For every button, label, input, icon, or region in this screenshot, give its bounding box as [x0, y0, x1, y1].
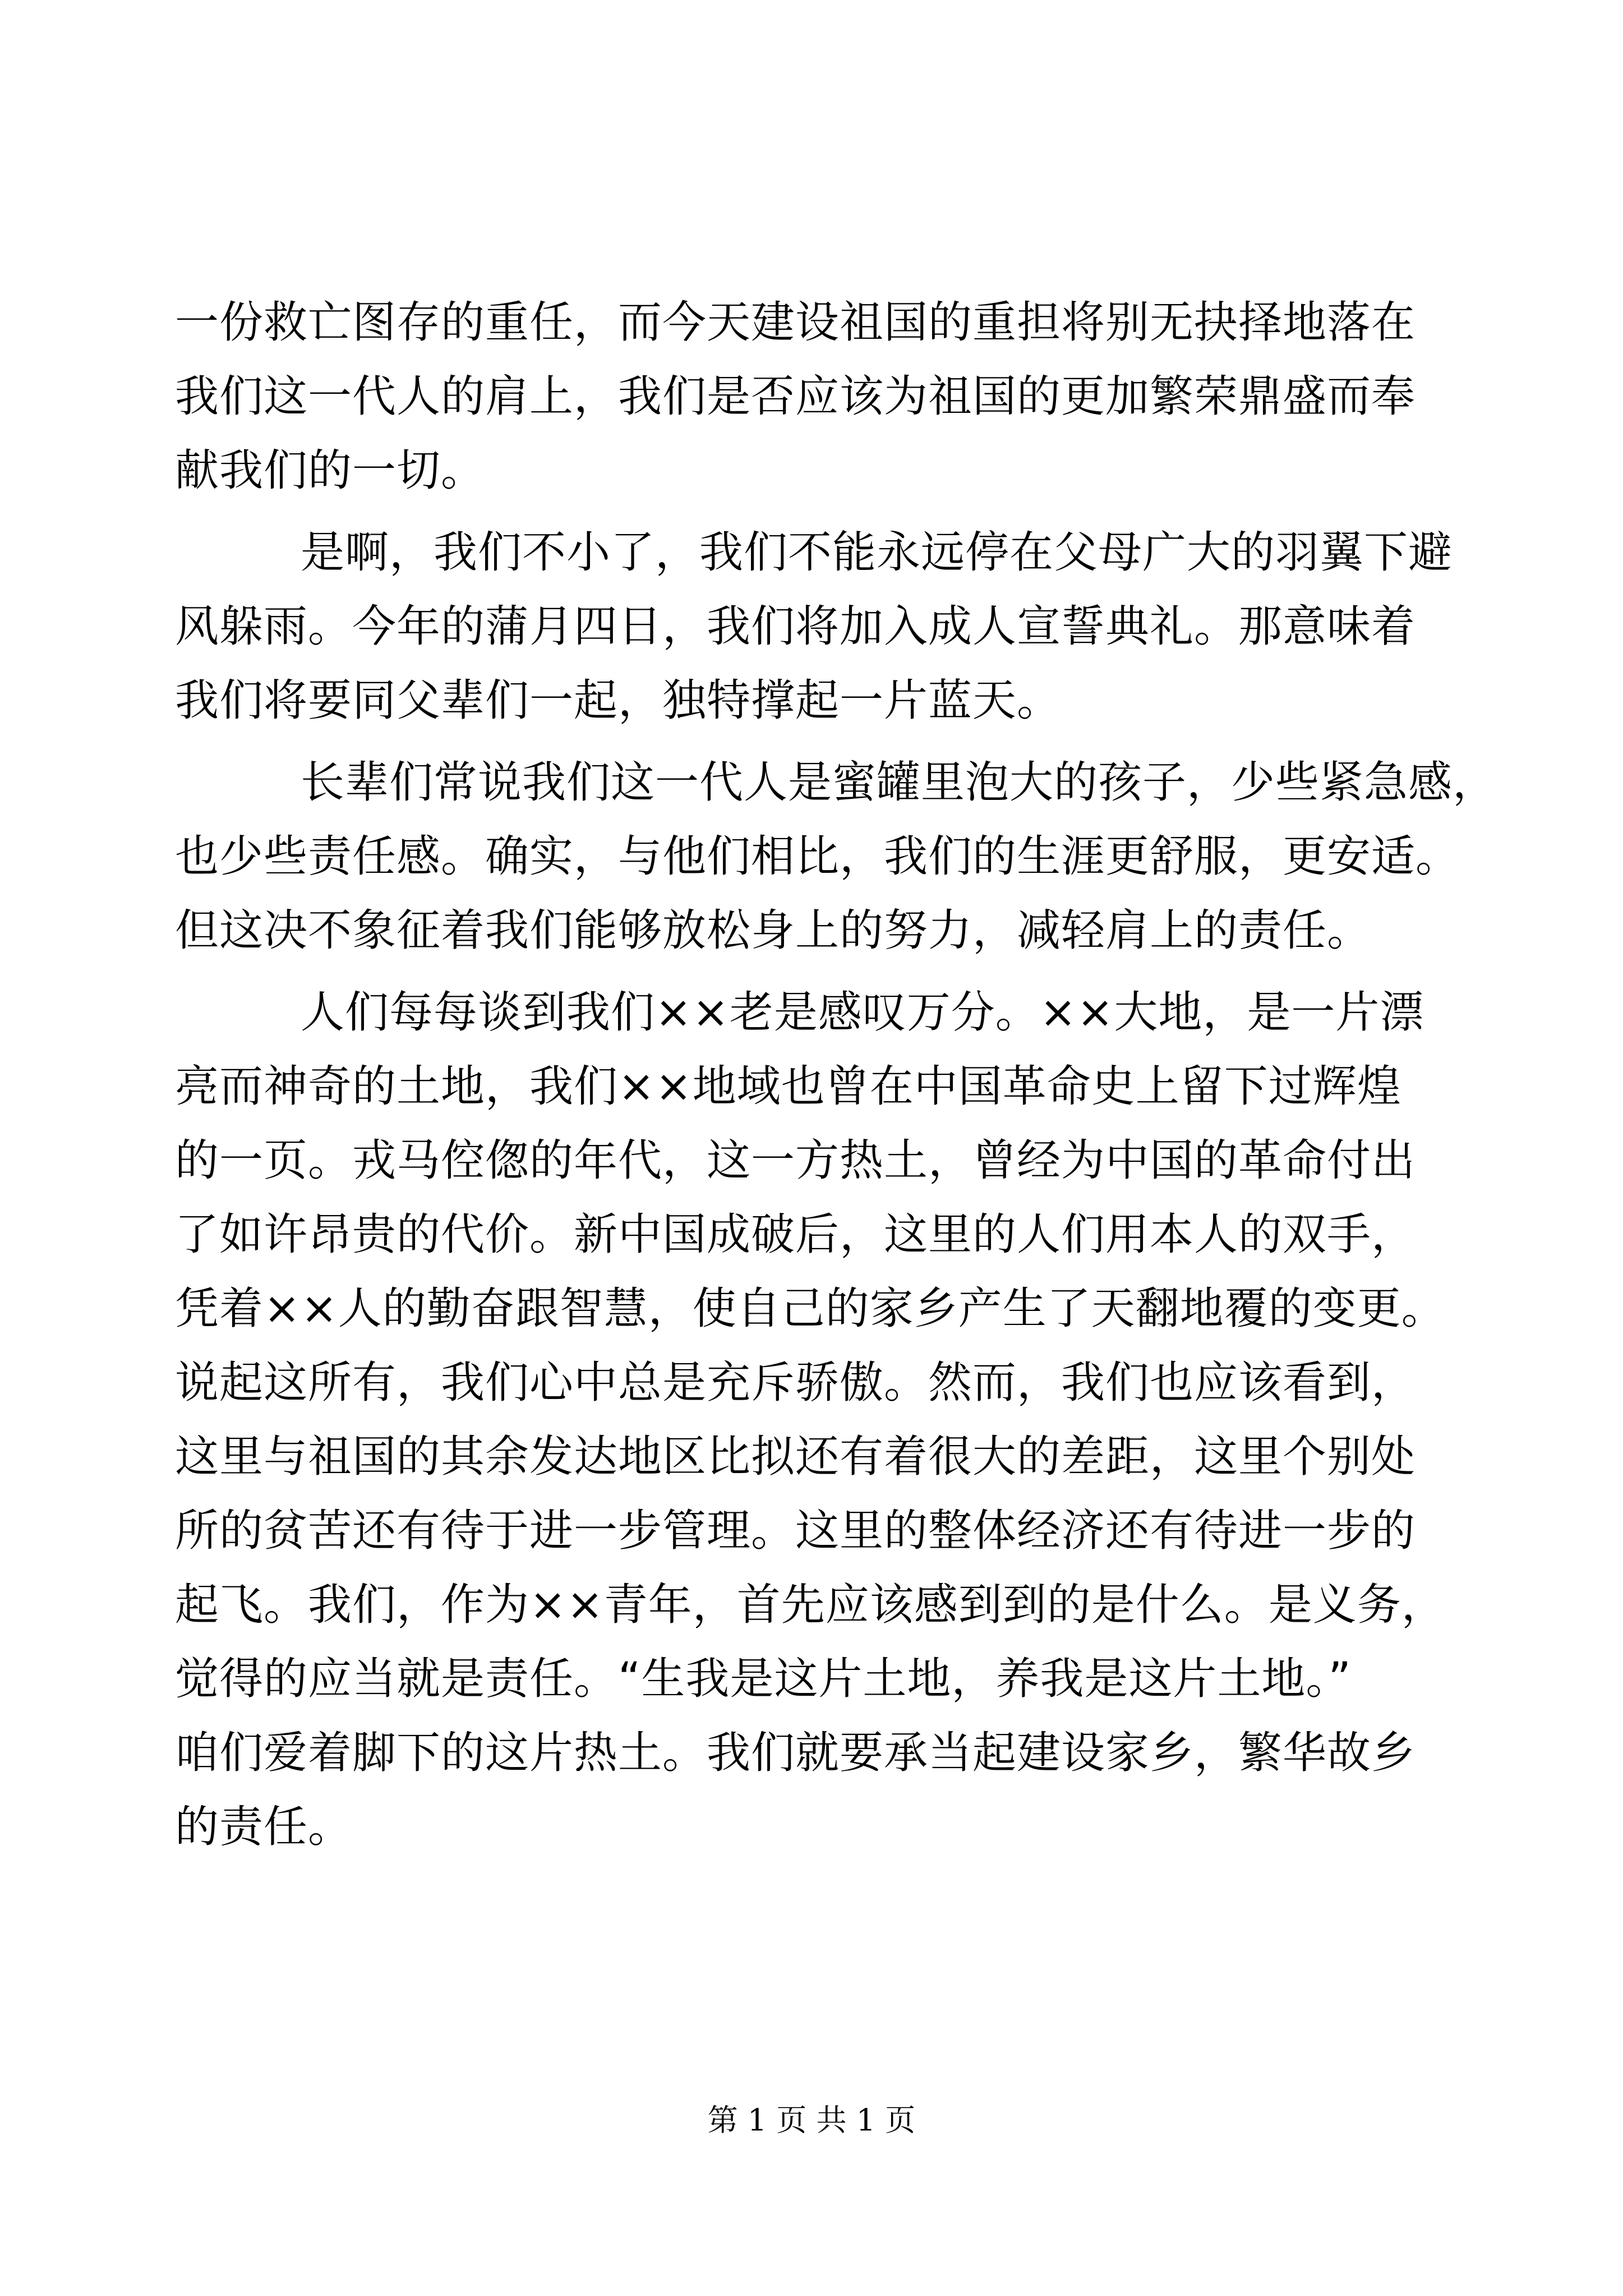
text-line: 我们将要同父辈们一起，独特撑起一片蓝天。	[175, 675, 1062, 726]
text-line: 的一页。戎马倥偬的年代，这一方热土，曾经为中国的革命付出	[175, 1135, 1416, 1186]
text-line: 但这决不象征着我们能够放松身上的努力，减轻肩上的责任。	[175, 905, 1372, 956]
text-line: 我们这一代人的肩上，我们是否应该为祖国的更加繁荣鼎盛而奉	[175, 371, 1416, 422]
text-line: 一份救亡图存的重任，而今天建设祖国的重担将别无抉择地落在	[175, 297, 1416, 348]
text-line: 风躲雨。今年的蒲月四日，我们将加入成人宣誓典礼。那意味着	[175, 601, 1416, 652]
text-line: 亮而神奇的土地，我们××地域也曾在中国革命史上留下过辉煌	[175, 1061, 1401, 1112]
text-line: 说起这所有，我们心中总是充斥骄傲。然而，我们也应该看到，	[175, 1358, 1416, 1408]
text-line: 起飞。我们，作为××青年，首先应该感到到的是什么。是义务，	[175, 1580, 1446, 1630]
paragraph-first-line: 长辈们常说我们这一代人是蜜罐里泡大的孩子，少些紧急感，	[301, 757, 1497, 808]
text-line: 这里与祖国的其余发达地区比拟还有着很大的差距，这里个别处	[175, 1432, 1416, 1482]
text-line: 也少些责任感。确实，与他们相比，我们的生涯更舒服，更安适。	[175, 831, 1460, 882]
text-line: 献我们的一切。	[175, 445, 486, 496]
paragraph-first-line: 是啊，我们不小了，我们不能永远停在父母广大的羽翼下避	[301, 527, 1453, 578]
text-line: 咱们爱着脚下的这片热土。我们就要承当起建设家乡，繁华故乡	[175, 1728, 1416, 1778]
text-line: 觉得的应当就是责任。“生我是这片土地，养我是这片土地。”	[175, 1654, 1352, 1704]
text-line: 了如许昂贵的代价。新中国成破后，这里的人们用本人的双手，	[175, 1209, 1416, 1260]
text-line: 的责任。	[175, 1802, 353, 1852]
paragraph-first-line: 人们每每谈到我们××老是感叹万分。××大地，是一片漂	[301, 987, 1424, 1038]
page-number: 第 1 页 共 1 页	[707, 2102, 916, 2138]
text-line: 凭着××人的勤奋跟智慧，使自己的家乡产生了天翻地覆的变更。	[175, 1283, 1446, 1334]
text-line: 所的贫苦还有待于进一步管理。这里的整体经济还有待进一步的	[175, 1506, 1416, 1556]
page-footer	[0, 2101, 1623, 2140]
